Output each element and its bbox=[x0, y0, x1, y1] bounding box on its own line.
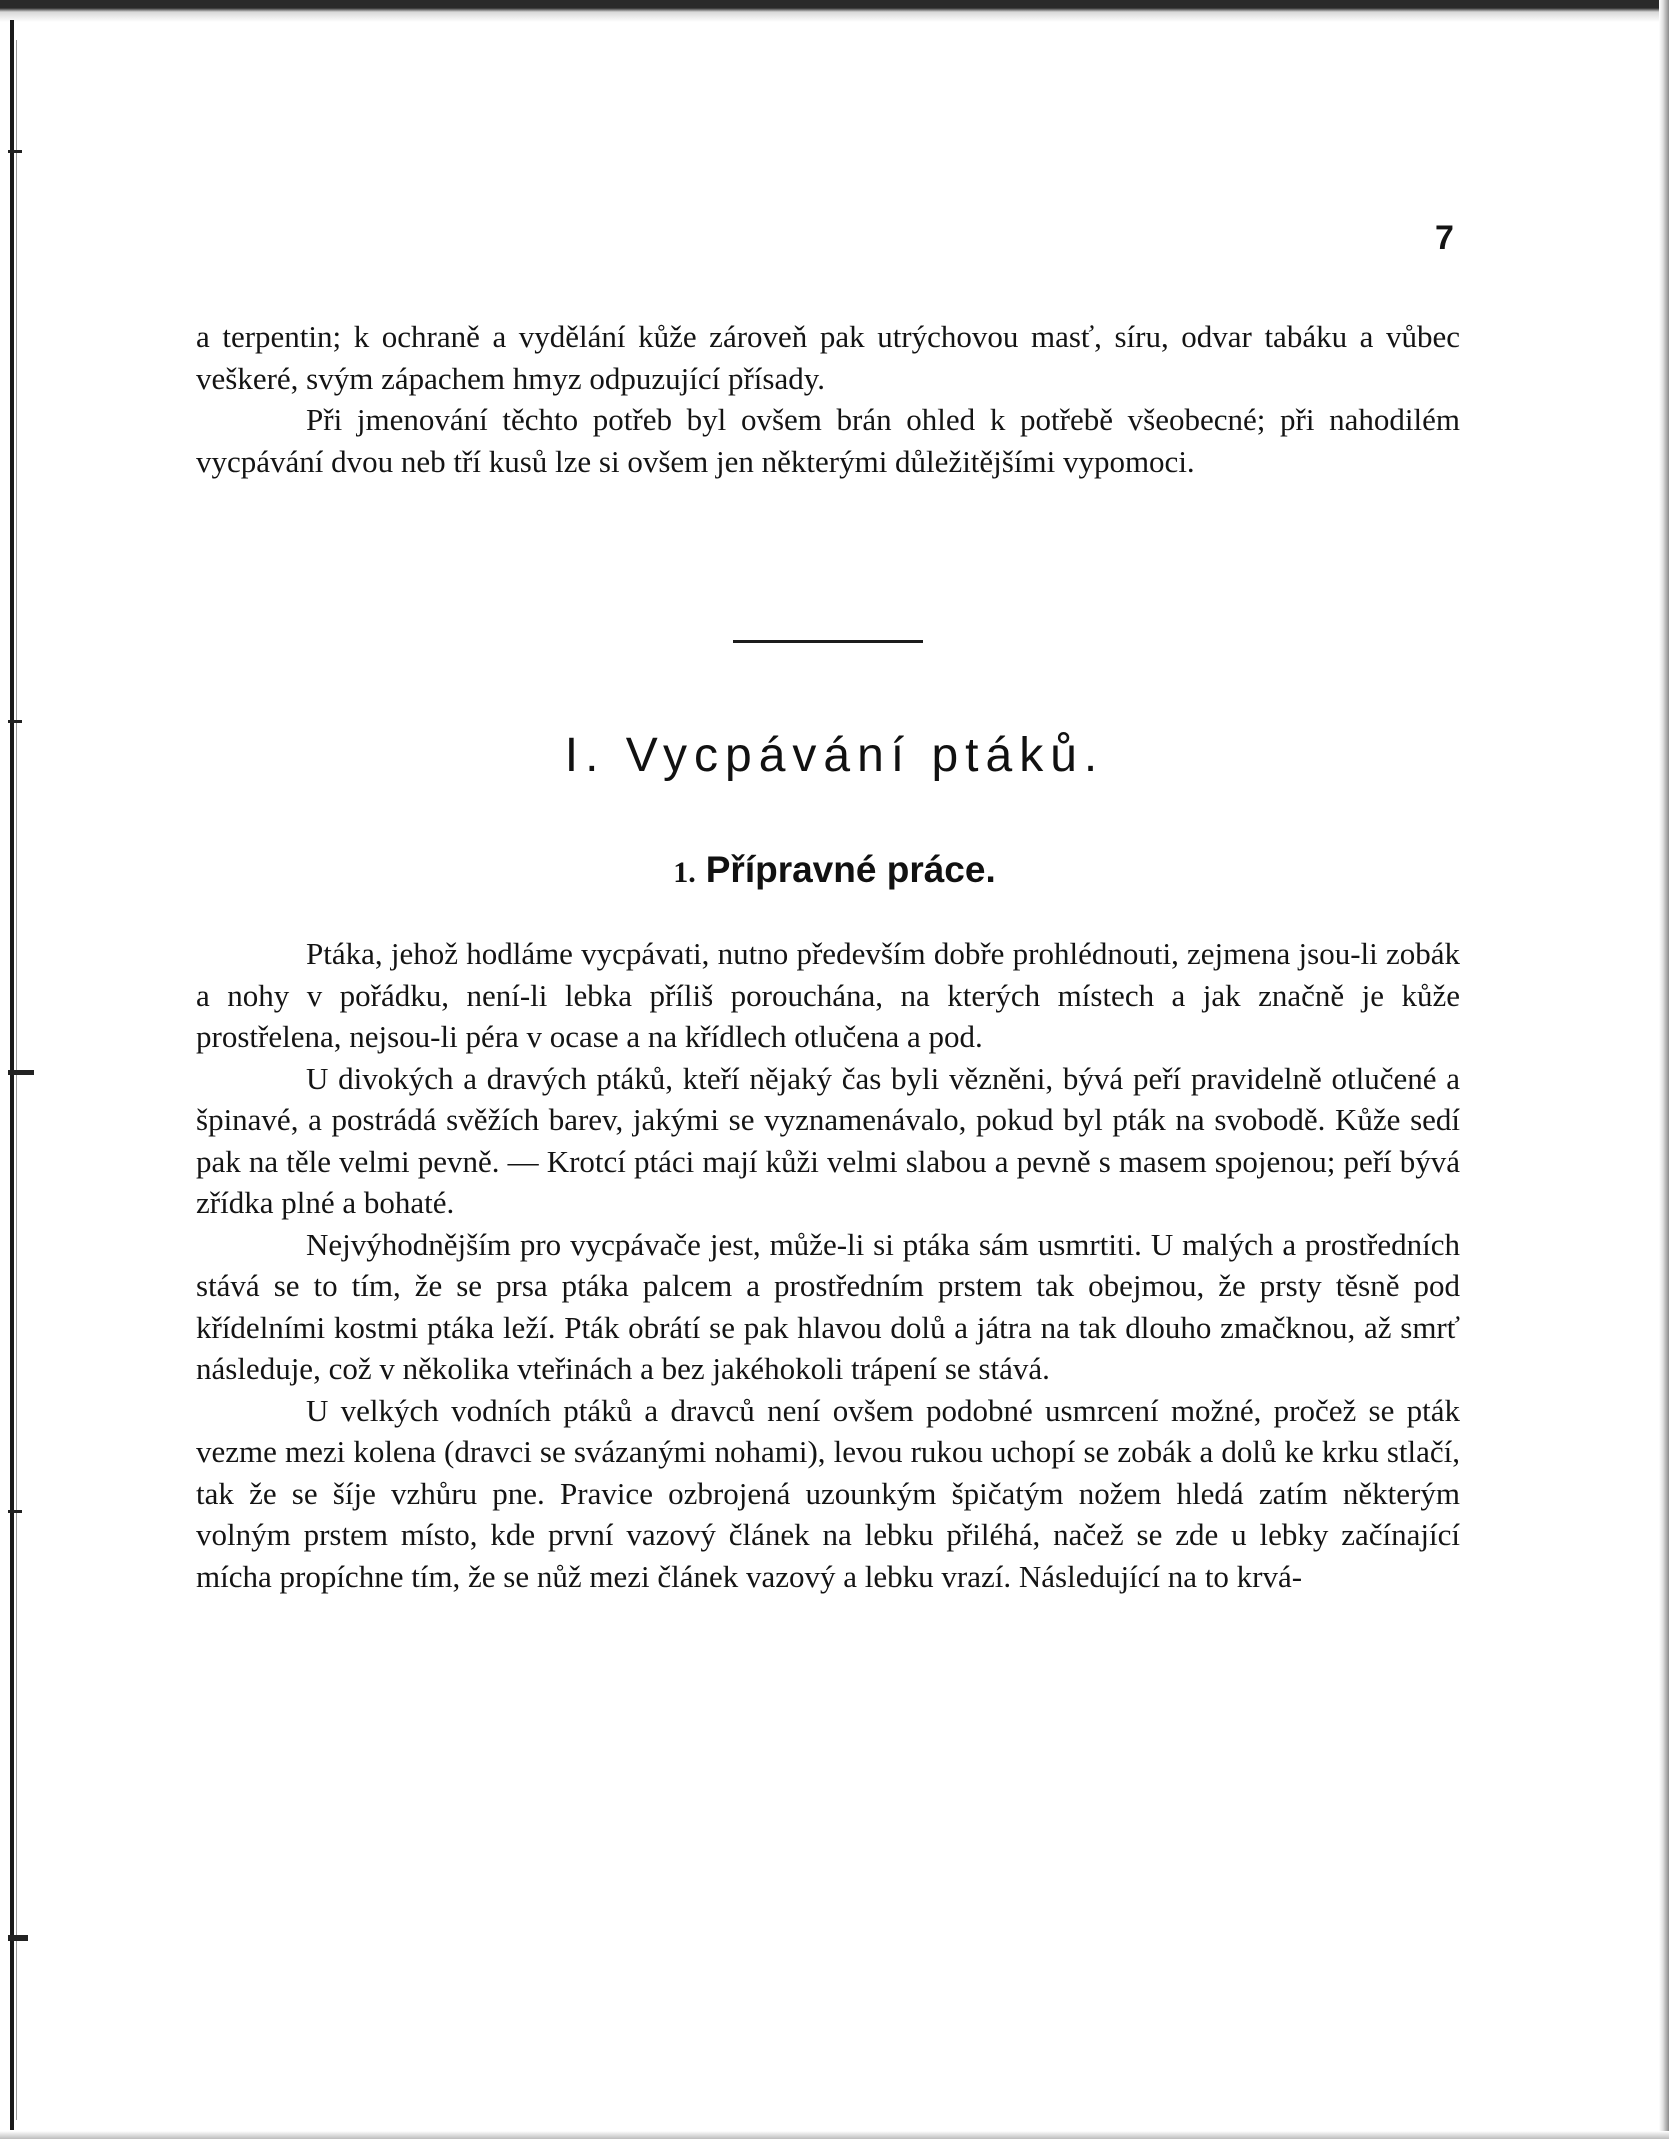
scan-binding-shadow bbox=[16, 40, 17, 2120]
main-text bbox=[196, 933, 1460, 1597]
chapter-title: I. Vycpávání ptáků. bbox=[564, 729, 1105, 782]
binding-mark bbox=[8, 720, 22, 723]
scan-binding-edge bbox=[10, 20, 14, 2130]
binding-mark bbox=[8, 1935, 28, 1941]
paragraph: U divokých a dravých ptáků, kteří nějaký čas byli vězněni, bývá peří pravidelně otlučené a špinavé, a postrádá svěžích barev, jakými se vyznamenávalo, pokud byl pták na svobodě. Kůže sedí pak na těle velmi pevně. — Krotcí ptáci mají kůži velmi slabou a pevně s masem spojenou; peří bývá zřídka plné a bohaté. bbox=[196, 1060, 1460, 1220]
binding-mark bbox=[8, 150, 22, 153]
paragraph: Ptáka, jehož hodláme vycpávati, nutno především dobře prohlédnouti, zejmena jsou-li zobák a nohy v pořádku, není-li lebka příliš porouchána, na kterých místech a jak značně je kůže prostřelena, nejsou-li péra v ocase a na křídlech otlučena a pod. bbox=[196, 936, 1460, 1054]
paragraph: a terpentin; k ochraně a vydělání kůže zároveň pak utrýchovou masť, síru, odvar tabáku a vůbec veškeré, svým zápachem hmyz odpuzující přísady. bbox=[196, 319, 1460, 396]
section-title bbox=[0, 847, 1669, 896]
section-title-text: Přípravné práce. bbox=[705, 849, 996, 890]
scan-bottom-edge bbox=[0, 2131, 1669, 2139]
paragraph: U velkých vodních ptáků a dravců není ovšem podobné usmrcení možné, pročež se pták vezme mezi kolena (dravci se svázanými nohami), levou rukou uchopí se zobák a dolů ke krku stlačí, tak že se šíje vzhůru pne. Pravice ozbrojená uzounkým špičatým nožem hledá zatím některým volným prstem místo, kde první vazový článek na lebku přiléhá, načež se zde u lebky začínající mícha propíchne tím, že se nůž mezi článek vazový a lebku vrazí. Následující na to krvá- bbox=[196, 1392, 1460, 1594]
paragraph: Nejvýhodnějším pro vycpávače jest, může-li si ptáka sám usmrtiti. U malých a prostředních stává se to tím, že se prsa ptáka palcem a prostředním prstem tak obejmou, že prsty těsně pod křídelními kostmi ptáka leží. Pták obrátí se pak hlavou dolů a játra na tak dlouho zmačknou, až smrť následuje, což v několika vteřinách a bez jakéhokoli trápení se stává. bbox=[196, 1226, 1460, 1386]
scan-top-edge bbox=[0, 0, 1669, 22]
binding-mark bbox=[8, 1070, 34, 1075]
scan-right-edge bbox=[1659, 0, 1669, 2139]
paragraph: Při jmenování těchto potřeb byl ovšem brán ohled k potřebě všeobecné; při nahodilém vycpávání dvou neb tří kusů lze si ovšem jen některými důležitějšími vypomoci. bbox=[196, 402, 1460, 479]
continued-text bbox=[196, 316, 1460, 482]
page-number: 7 bbox=[1435, 219, 1454, 257]
section-number: 1. bbox=[673, 856, 696, 889]
section-divider-rule bbox=[733, 640, 923, 643]
binding-mark bbox=[8, 1510, 22, 1513]
